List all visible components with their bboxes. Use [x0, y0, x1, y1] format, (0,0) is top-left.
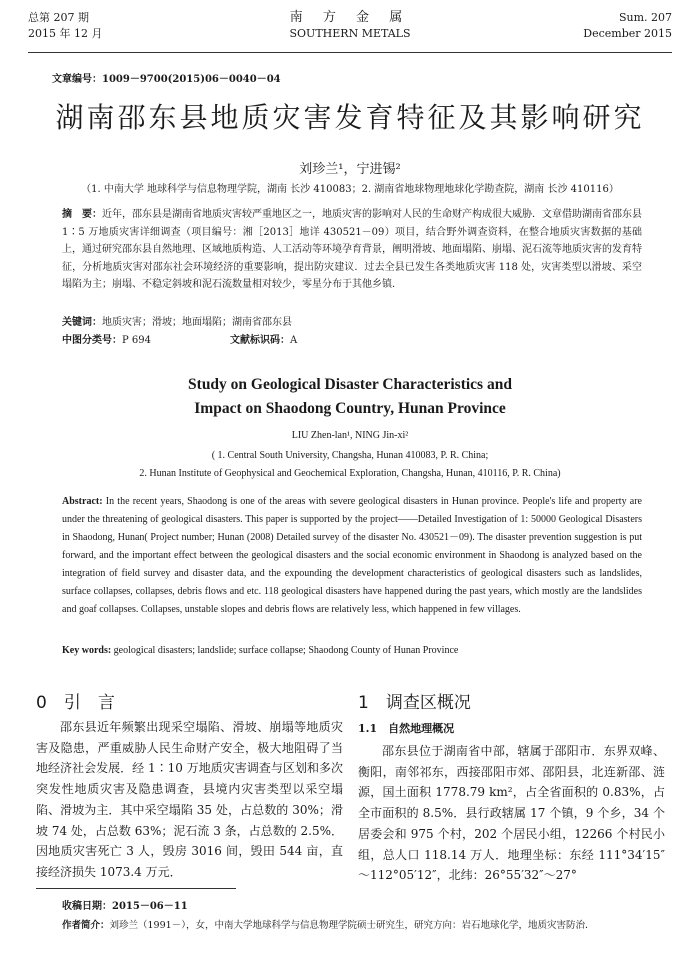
author-bio	[62, 917, 660, 931]
issue-number-en: Sum. 207	[618, 11, 672, 24]
keywords-cn-label: 关键词：	[62, 317, 102, 328]
section-1-body	[358, 741, 665, 886]
title-en-line2: Impact on Shaodong Country, Hunan Province	[194, 400, 506, 417]
title-chinese: 湖南邵东县地质灾害发育特征及其影响研究	[55, 101, 645, 134]
keywords-en-label: Key words:	[62, 645, 112, 656]
title-en-line1: Study on Geological Disaster Characteristics and	[188, 376, 512, 393]
section-1-heading: 1 调查区概况	[358, 693, 471, 713]
clc-value: P 694	[122, 335, 151, 346]
title-english	[0, 373, 700, 421]
keywords-cn-text: 地质灾害；滑坡；地面塌陷；湖南省邵东县	[102, 317, 292, 328]
abstract-english	[62, 493, 642, 619]
section-0-body	[36, 717, 343, 883]
received-label: 收稿日期：	[62, 901, 112, 912]
document-code	[230, 331, 297, 346]
keywords-english	[62, 645, 642, 656]
authors-chinese: 刘珍兰¹，宁进锡²	[299, 162, 401, 177]
doc-code-value: A	[290, 335, 298, 346]
received-value: 2015－06－11	[112, 901, 188, 912]
footnote-divider	[36, 888, 236, 889]
doc-code-label: 文献标识码：	[230, 335, 290, 346]
abstract-en-label: Abstract:	[62, 496, 103, 507]
abstract-cn-label: 摘 要：	[62, 209, 102, 220]
classification-line	[62, 331, 298, 346]
journal-name-cn: 南 方 金 属	[289, 10, 411, 25]
issue-date: 2015 年 12 月	[28, 27, 103, 40]
page-header	[28, 10, 672, 53]
section-0-paragraph: 邵东县近年频繁出现采空塌陷、滑坡、崩塌等地质灾害及隐患，严重威胁人民生命财产安全，极大地阻碍了当地经济社会发展．经 1∶10 万地质灾害调查与区划和多次突发性地质灾害及隐患调查，县境内灾害类型以采空塌陷、滑坡为主．其中采空塌陷 35 处，占总数的 30%；滑坡 74 处，占总数 63%；泥石流 3 条，占总数的 2.5%．因地质灾害死亡 3 人，毁房 3016 间，毁田 544 亩，直接经济损失 1073.4 万元．	[36, 720, 343, 879]
issue-date-en: December 2015	[583, 27, 672, 40]
article-number: 文章编号：1009－9700(2015)06－0040－04	[52, 74, 281, 85]
affiliation-english-1: ( 1. Central South University, Changsha, Hunan 410083, P. R. China;	[211, 450, 489, 461]
abstract-en-text: In the recent years, Shaodong is one of the areas with severe geological disasters in Hunan province. People's life and property are under the threatening of geological disasters. This paper is supported by the project——Detailed Investigation of 1: 50000 Geological Disasters in Shaodong, Hunan( Project number; Hunan (2008) Detailed survey of the disaster No. 430521－09). The disaster prevention suggestion is put forward, and the important effect between the geological disasters and the social economic environment in Shaodong is analyzed based on the integration of field survey and disaster data, and the expounding the development characteristics of geological disasters such as landslides, surface collapses, collapses, debris flows and etc. 118 geological disasters have happened during the past years, which mostly are the landslides and goaf collapses. Collapses, unstable slopes and debris flows are relatively less, which happened in few villages.	[62, 496, 642, 615]
journal-name-en: SOUTHERN METALS	[289, 27, 411, 40]
section-0-heading: 0 引 言	[36, 693, 115, 713]
affiliation-english-2: 2. Hunan Institute of Geophysical and Geochemical Exploration, Changsha, Hunan, 410116, P. R. China)	[139, 468, 561, 479]
section-1-1-heading: 1.1 自然地理概况	[358, 722, 455, 735]
bio-text: 刘珍兰（1991－），女，中南大学地球科学与信息物理学院硕士研究生，研究方向：岩石地球化学，地质灾害防治．	[109, 920, 595, 931]
header-right	[583, 10, 672, 42]
bio-label: 作者简介：	[62, 920, 110, 931]
clc-label: 中图分类号：	[62, 335, 122, 346]
keywords-en-text: geological disasters; landslide; surface collapse; Shaodong County of Hunan Province	[111, 645, 459, 656]
abstract-cn-text: 近年，邵东县是湖南省地质灾害较严重地区之一，地质灾害的影响对人民的生命财产构成很大威胁．文章借助湖南省邵东县 1∶5 万地质灾害详细调查（项目编号：湘［2013］地详 430521－09）项目，结合野外调查资料，在整合地质灾害数据的基础上，通过研究邵东县自然地理、区域地质构造、人工活动等环境孕育背景，阐明滑坡、地面塌陷、崩塌、泥石流等地质灾害的发育特征，分析地质灾害对邵东社会环境经济的重要影响，提出防灾建议．过去全县已发生各类地质灾害 118 处，灾害类型以滑坡、采空塌陷为主；崩塌、不稳定斜坡和泥石流数量相对较少，零星分布于其他乡镇．	[62, 209, 642, 290]
abstract-chinese	[62, 206, 642, 294]
received-date	[62, 897, 188, 912]
section-1-paragraph: 邵东县位于湖南省中部，辖属于邵阳市．东界双峰、衡阳，南邻祁东，西接邵阳市郊、邵阳县，北连新邵、涟源，国土面积 1778.79 km²，占全省面积的 0.83%，占全市面积的 8.5%．县行政辖属 17 个镇，9 个乡，34 个居委会和 975 个村，202 个居民小组，12266 个村民小组，总人口 118.14 万人．地理坐标：东经 111°34′15″～112°05′12″，北纬：26°55′32″～27°	[358, 744, 665, 883]
header-center	[28, 10, 672, 42]
affiliation-chinese: （1. 中南大学 地球科学与信息物理学院，湖南 长沙 410083；2. 湖南省地球物理地球化学勘查院，湖南 长沙 410116）	[81, 184, 619, 195]
keywords-chinese	[62, 313, 642, 328]
authors-english: LIU Zhen-lan¹, NING Jin-xi²	[291, 430, 409, 441]
issue-number: 总第 207 期	[28, 11, 89, 24]
